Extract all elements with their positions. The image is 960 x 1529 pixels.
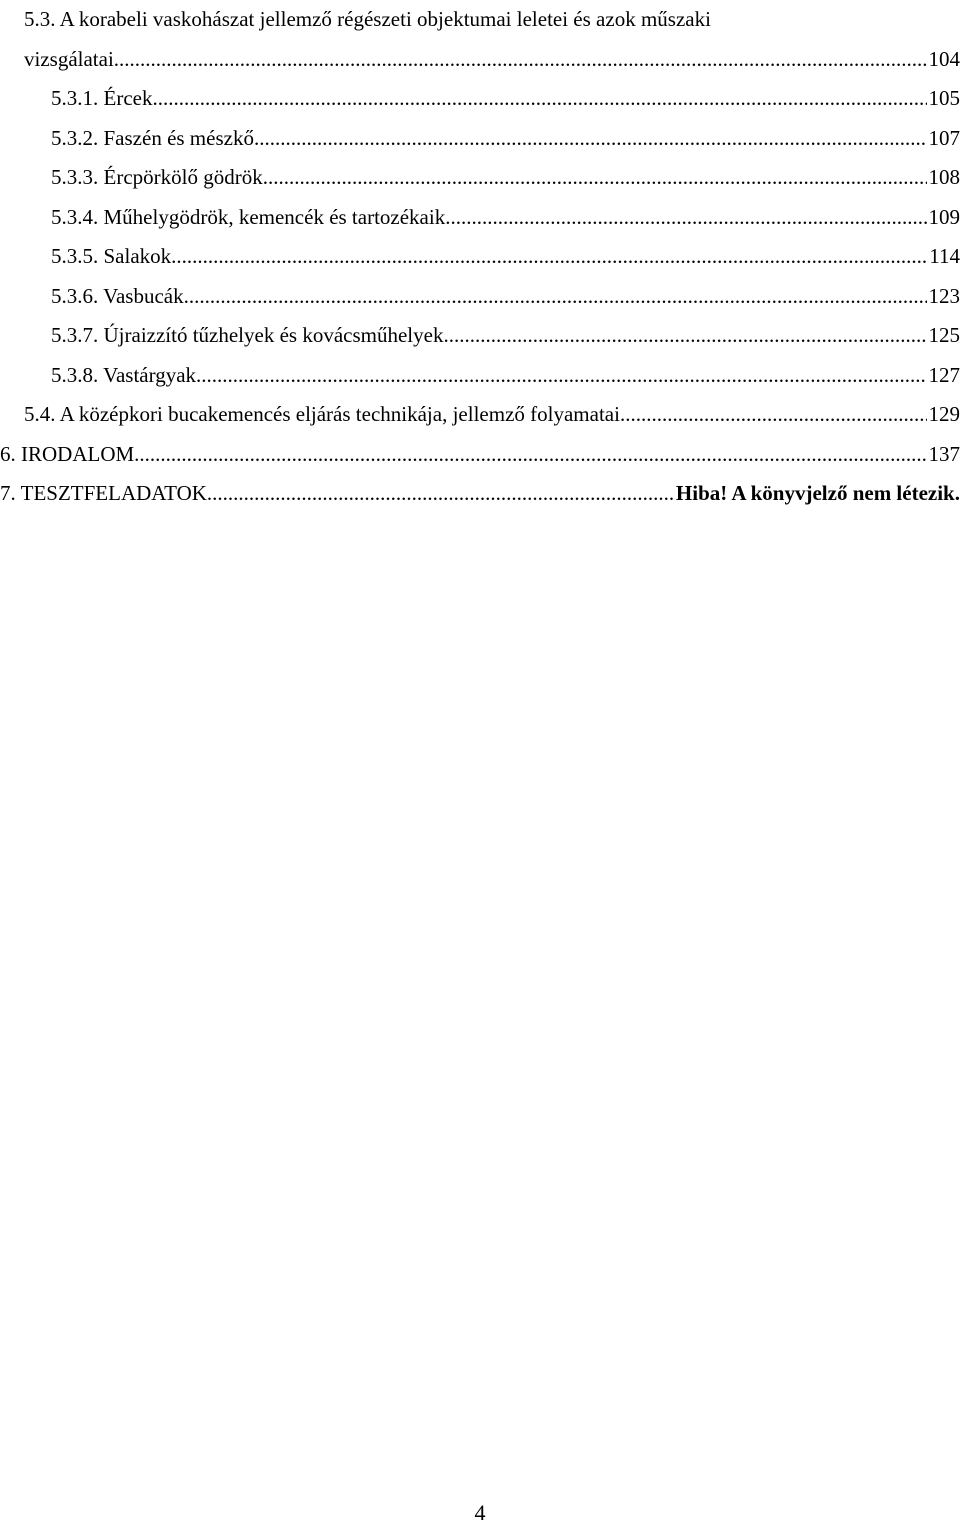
toc-entry-5-3-6[interactable] — [24, 277, 960, 317]
toc-entry-title: 7. TESZTFELADATOK — [0, 481, 207, 505]
toc-dot-leader — [152, 79, 926, 119]
toc-page-number: 105 — [928, 86, 960, 110]
toc-entry-title: 5.3.6. Vasbucák — [51, 283, 184, 308]
toc-page-number: 107 — [928, 125, 960, 150]
toc-dot-leader — [207, 474, 674, 514]
toc-page-number: 137 — [928, 441, 960, 466]
toc-entry-5-3-8[interactable] — [24, 356, 960, 396]
toc-dot-leader — [196, 356, 926, 396]
toc-dot-leader — [263, 158, 927, 198]
toc-entry-title: 5.3. A korabeli vaskohászat jellemző régészeti objektumai leletei és azok műszaki — [24, 7, 711, 31]
toc-entry-title: 5.3.1. Ércek — [51, 86, 153, 110]
toc-entry-title: 5.3.3. Ércpörkölő gödrök — [51, 165, 263, 189]
page-number: 4 — [474, 1500, 486, 1525]
toc-entry-title: 5.3.8. Vastárgyak — [51, 362, 197, 387]
toc-entry-title: 5.4. A középkori bucakemencés eljárás technikája, jellemző folyamatai — [24, 402, 620, 426]
toc-dot-leader — [445, 198, 926, 238]
toc-dot-leader — [443, 316, 926, 356]
toc-dot-leader — [134, 435, 926, 475]
toc-entry-5-3-3[interactable] — [24, 158, 960, 198]
toc-entry-7[interactable] — [0, 474, 960, 514]
toc-entry-5-3-1[interactable] — [24, 79, 960, 119]
toc-dot-leader — [620, 395, 927, 435]
toc-page-number: 114 — [929, 244, 960, 268]
toc-entry-5-4[interactable] — [24, 395, 960, 435]
toc-page-number: 129 — [928, 402, 960, 426]
toc-dot-leader — [114, 40, 927, 80]
toc-entry-5-3-5[interactable] — [24, 237, 960, 277]
toc-entry-title: 5.3.2. Faszén és mészkő — [51, 125, 254, 150]
toc-page-number: 125 — [928, 323, 960, 347]
toc-dot-leader — [254, 119, 927, 159]
toc-page-number: 109 — [928, 204, 960, 229]
toc-entry-title: 5.3.7. Újraizzító tűzhelyek és kovácsműhelyek — [51, 323, 444, 347]
toc-entry-title: vizsgálatai — [24, 46, 114, 71]
toc-dot-leader — [184, 277, 927, 317]
toc-entry-5-3-7[interactable] — [24, 316, 960, 356]
toc-page-number: 127 — [928, 362, 960, 387]
toc-entry-title: 6. IRODALOM — [0, 441, 135, 466]
toc-entry-5-3-line1[interactable] — [24, 0, 960, 40]
toc-entry-5-3-line2[interactable] — [24, 40, 960, 80]
toc-page-number: 104 — [928, 46, 960, 71]
toc-entry-title: 5.3.5. Salakok — [51, 244, 172, 268]
toc-entry-5-3-4[interactable] — [24, 198, 960, 238]
toc-page-number: 108 — [928, 165, 960, 189]
toc-page-number: 123 — [928, 283, 960, 308]
toc-entry-5-3-2[interactable] — [24, 119, 960, 159]
toc-dot-leader — [171, 237, 927, 277]
toc-entry-6[interactable] — [0, 435, 960, 475]
toc-bookmark-error: Hiba! A könyvjelző nem létezik. — [675, 481, 960, 505]
table-of-contents — [0, 0, 960, 514]
toc-entry-title: 5.3.4. Műhelygödrök, kemencék és tartozékaik — [51, 204, 446, 229]
